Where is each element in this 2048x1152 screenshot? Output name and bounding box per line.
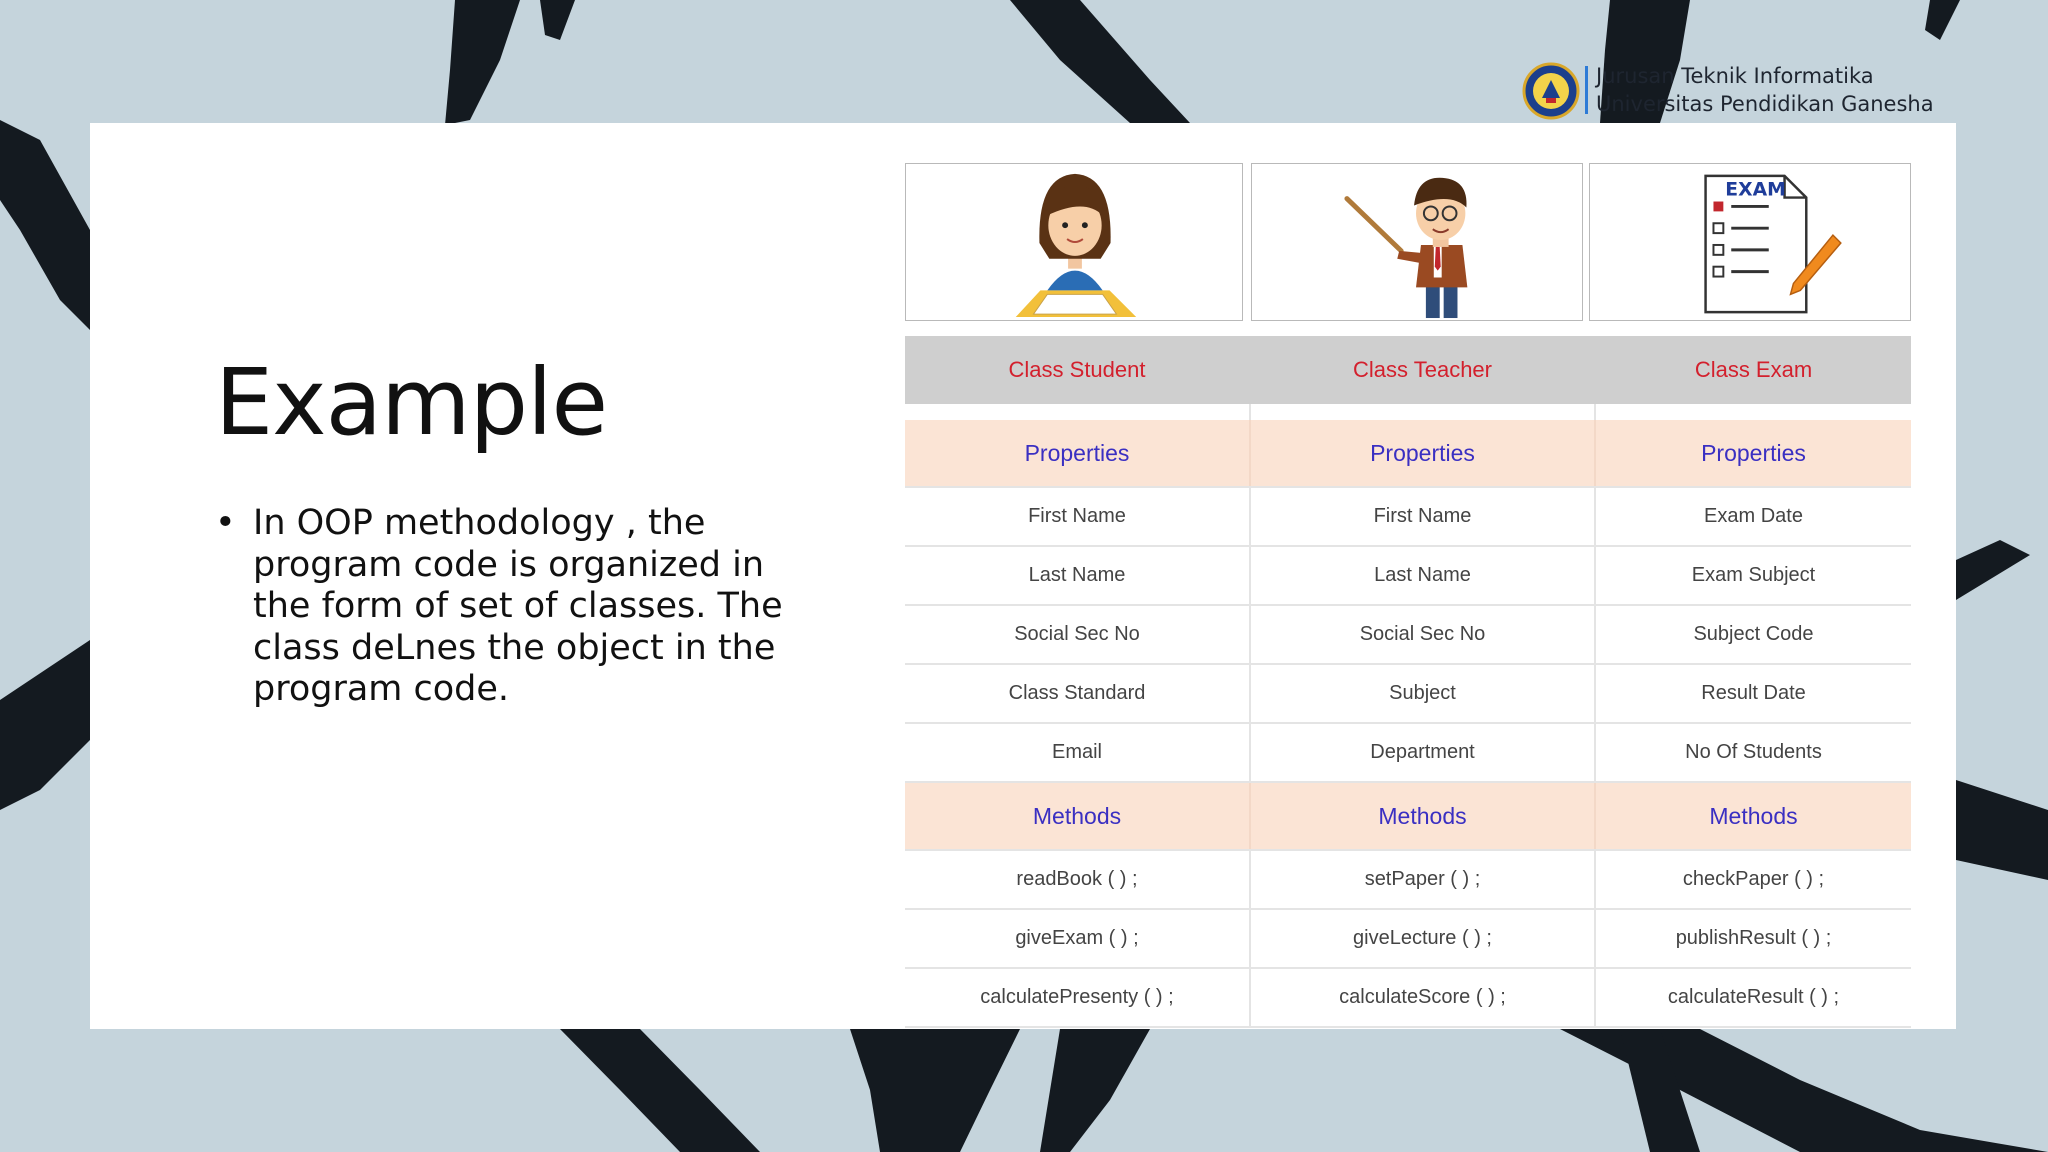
teacher-illustration: [1252, 164, 1582, 320]
property-cell: Last Name: [1250, 546, 1595, 605]
property-cell: First Name: [1250, 487, 1595, 546]
property-cell: Exam Date: [1595, 487, 1911, 546]
property-cell: No Of Students: [1595, 723, 1911, 782]
property-row: [905, 487, 1911, 546]
class-name-row: [905, 336, 1911, 404]
properties-label-cell: Properties: [1250, 420, 1595, 487]
method-row: [905, 850, 1911, 909]
method-cell: readBook ( ) ;: [905, 850, 1250, 909]
method-row: [905, 909, 1911, 968]
bullet-text: In OOP methodology , the program code is organized in the form of set of classes. The class deLnes the object in the program code.: [253, 503, 783, 709]
exam-icon-label: EXAM: [1725, 179, 1786, 201]
exam-image-box: [1589, 163, 1911, 321]
property-cell: Social Sec No: [905, 605, 1250, 664]
class-comparison-figure: [905, 163, 1911, 1008]
slide-panel: [90, 123, 1956, 1029]
property-cell: Class Standard: [905, 664, 1250, 723]
methods-label-cell: Methods: [1250, 782, 1595, 850]
property-cell: Exam Subject: [1595, 546, 1911, 605]
property-cell: Result Date: [1595, 664, 1911, 723]
property-cell: Department: [1250, 723, 1595, 782]
header-divider: [1585, 66, 1588, 114]
class-name-cell: Class Teacher: [1250, 336, 1595, 404]
exam-clipboard-icon: [1590, 164, 1910, 320]
university-logo: [1522, 62, 1580, 120]
properties-label-cell: Properties: [905, 420, 1250, 487]
bullet-item: [215, 503, 805, 711]
method-cell: setPaper ( ) ;: [1250, 850, 1595, 909]
spacer-row: [905, 404, 1911, 420]
teacher-image-box: [1251, 163, 1583, 321]
slide-title: Example: [215, 349, 608, 456]
method-cell: calculateResult ( ) ;: [1595, 968, 1911, 1027]
properties-label-cell: Properties: [1595, 420, 1911, 487]
method-cell: giveLecture ( ) ;: [1250, 909, 1595, 968]
property-cell: Social Sec No: [1250, 605, 1595, 664]
spacer-cell: [905, 404, 1250, 420]
property-cell: Subject Code: [1595, 605, 1911, 664]
property-row: [905, 605, 1911, 664]
bullet-dot-icon: •: [215, 503, 236, 543]
property-row: [905, 723, 1911, 782]
methods-label-cell: Methods: [905, 782, 1250, 850]
method-cell: calculatePresenty ( ) ;: [905, 968, 1250, 1027]
property-cell: Last Name: [905, 546, 1250, 605]
spacer-cell: [1250, 404, 1595, 420]
properties-header-row: [905, 420, 1911, 487]
property-cell: Email: [905, 723, 1250, 782]
methods-header-row: [905, 782, 1911, 850]
class-table: [905, 336, 1911, 1028]
student-image-box: [905, 163, 1243, 321]
method-cell: checkPaper ( ) ;: [1595, 850, 1911, 909]
class-name-cell: Class Student: [905, 336, 1250, 404]
methods-label-cell: Methods: [1595, 782, 1911, 850]
method-cell: giveExam ( ) ;: [905, 909, 1250, 968]
method-cell: calculateScore ( ) ;: [1250, 968, 1595, 1027]
property-row: [905, 546, 1911, 605]
department-name: Jurusan Teknik Informatika: [1596, 64, 1874, 88]
class-name-cell: Class Exam: [1595, 336, 1911, 404]
method-cell: publishResult ( ) ;: [1595, 909, 1911, 968]
institution-label: [1596, 62, 1934, 118]
method-row: [905, 968, 1911, 1027]
university-name: Universitas Pendidikan Ganesha: [1596, 92, 1934, 116]
property-cell: First Name: [905, 487, 1250, 546]
property-cell: Subject: [1250, 664, 1595, 723]
class-table-body: [905, 336, 1911, 1027]
property-row: [905, 664, 1911, 723]
student-illustration: [906, 164, 1242, 320]
spacer-cell: [1595, 404, 1911, 420]
